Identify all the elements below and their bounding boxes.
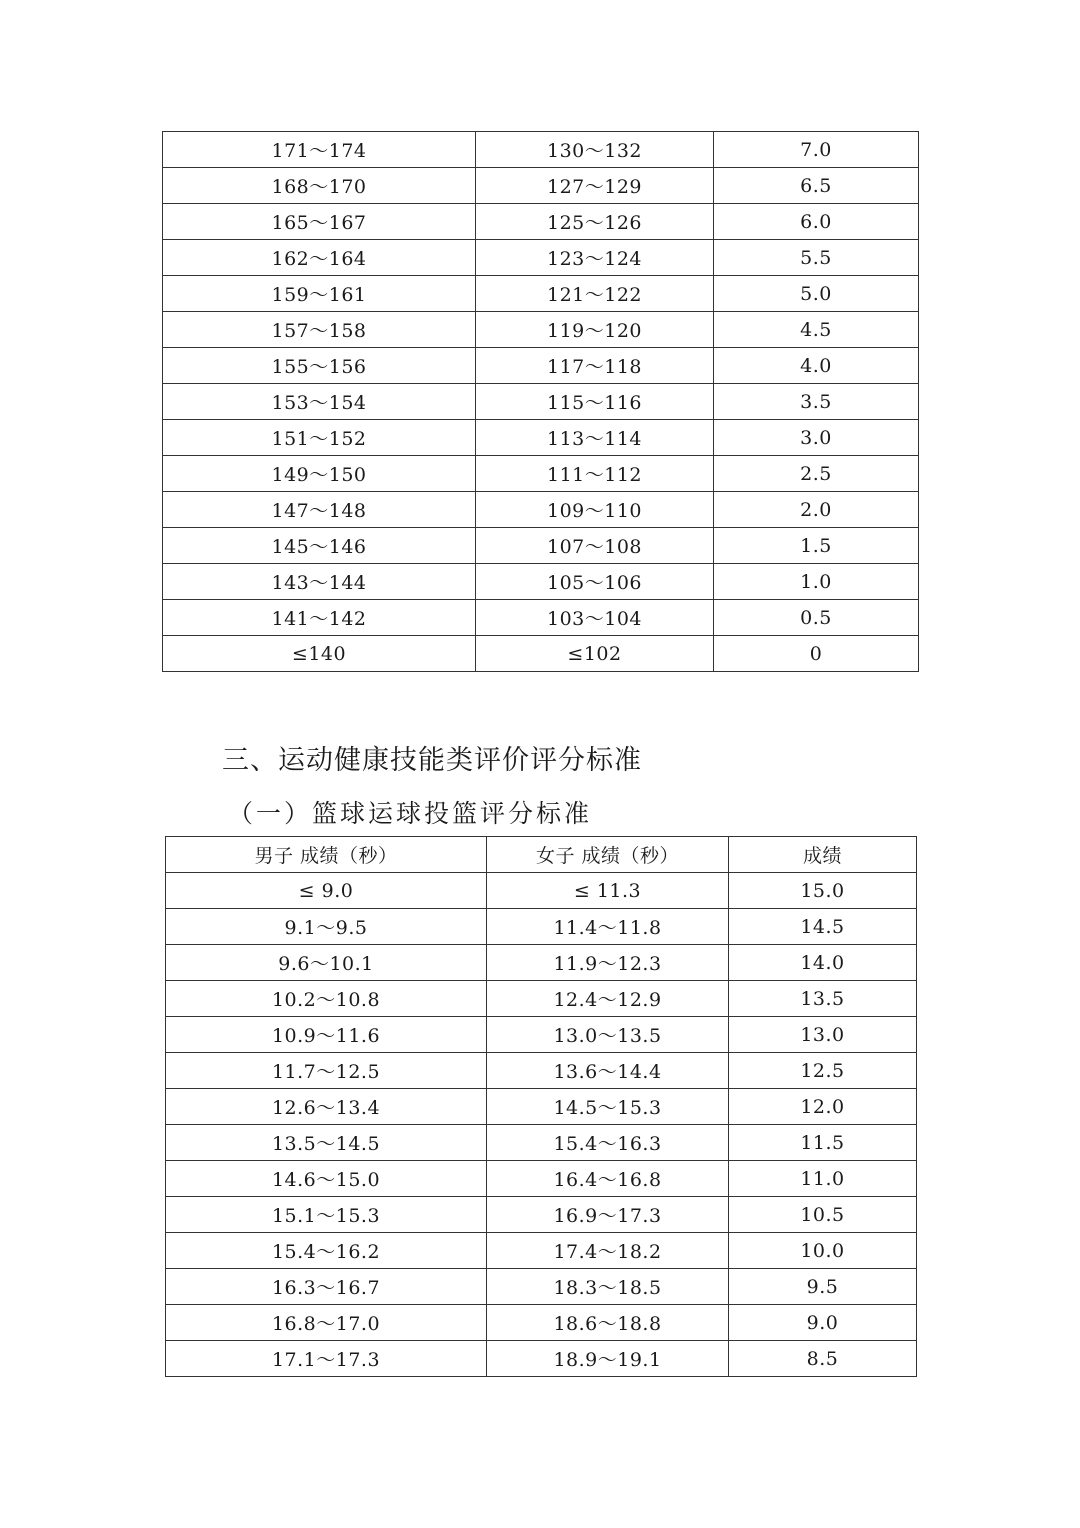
cell-male-time: 13.5～14.5 <box>166 1125 487 1161</box>
cell-male-time: 15.4～16.2 <box>166 1233 487 1269</box>
table-row <box>163 204 919 240</box>
cell-score: 5.5 <box>714 240 919 276</box>
cell-female-time: 12.4～12.9 <box>487 981 729 1017</box>
table-row <box>166 1017 917 1053</box>
table-row <box>163 420 919 456</box>
table-row <box>166 909 917 945</box>
cell-col2-range: 115～116 <box>476 384 714 420</box>
cell-score: 3.5 <box>714 384 919 420</box>
cell-col2-range: 121～122 <box>476 276 714 312</box>
cell-score: 6.5 <box>714 168 919 204</box>
cell-female-time: 13.6～14.4 <box>487 1053 729 1089</box>
cell-score: 2.0 <box>714 492 919 528</box>
cell-female-time: 14.5～15.3 <box>487 1089 729 1125</box>
basketball-dribble-shoot-score-table <box>165 836 917 1377</box>
table-row <box>166 1125 917 1161</box>
table-row <box>166 981 917 1017</box>
cell-col2-range: 107～108 <box>476 528 714 564</box>
table-row <box>166 1305 917 1341</box>
cell-score: 12.5 <box>729 1053 917 1089</box>
table-row <box>163 132 919 168</box>
table-row <box>163 312 919 348</box>
basketball-score-table-body <box>166 873 917 1377</box>
table-row <box>163 240 919 276</box>
cell-female-time: 15.4～16.3 <box>487 1125 729 1161</box>
cell-score: 13.0 <box>729 1017 917 1053</box>
cell-female-time: ≤ 11.3 <box>487 873 729 909</box>
cell-col2-range: 103～104 <box>476 600 714 636</box>
cell-col2-range: 123～124 <box>476 240 714 276</box>
cell-col2-range: 125～126 <box>476 204 714 240</box>
cell-male-time: 9.1～9.5 <box>166 909 487 945</box>
cell-score: 0.5 <box>714 600 919 636</box>
cell-score: 15.0 <box>729 873 917 909</box>
cell-col1-range: 153～154 <box>163 384 476 420</box>
table-row <box>166 1269 917 1305</box>
cell-female-time: 16.9～17.3 <box>487 1197 729 1233</box>
table-row <box>166 1233 917 1269</box>
table-header-row <box>166 837 917 873</box>
subsection-title: （一）篮球运球投篮评分标准 <box>228 799 593 828</box>
table-row <box>166 945 917 981</box>
cell-col1-range: 159～161 <box>163 276 476 312</box>
cell-female-time: 18.9～19.1 <box>487 1341 729 1377</box>
cell-col2-range: 111～112 <box>476 456 714 492</box>
cell-col2-range: 127～129 <box>476 168 714 204</box>
table-row <box>166 1341 917 1377</box>
cell-male-time: 14.6～15.0 <box>166 1161 487 1197</box>
header-male-time: 男子 成绩（秒） <box>166 837 487 873</box>
header-female-time: 女子 成绩（秒） <box>487 837 729 873</box>
cell-score: 7.0 <box>714 132 919 168</box>
cell-col1-range: 151～152 <box>163 420 476 456</box>
cell-score: 12.0 <box>729 1089 917 1125</box>
cell-score: 2.5 <box>714 456 919 492</box>
cell-col2-range: ≤102 <box>476 636 714 672</box>
table-row <box>163 636 919 672</box>
cell-score: 3.0 <box>714 420 919 456</box>
header-score: 成绩 <box>729 837 917 873</box>
table-row <box>163 456 919 492</box>
cell-score: 11.5 <box>729 1125 917 1161</box>
cell-score: 5.0 <box>714 276 919 312</box>
table-row <box>166 873 917 909</box>
cell-male-time: 16.8～17.0 <box>166 1305 487 1341</box>
cell-col1-range: 157～158 <box>163 312 476 348</box>
cell-female-time: 11.9～12.3 <box>487 945 729 981</box>
cell-male-time: 12.6～13.4 <box>166 1089 487 1125</box>
cell-female-time: 11.4～11.8 <box>487 909 729 945</box>
table-row <box>166 1089 917 1125</box>
cell-col2-range: 109～110 <box>476 492 714 528</box>
cell-male-time: ≤ 9.0 <box>166 873 487 909</box>
cell-score: 6.0 <box>714 204 919 240</box>
cell-col2-range: 117～118 <box>476 348 714 384</box>
cell-male-time: 10.2～10.8 <box>166 981 487 1017</box>
cell-col1-range: 147～148 <box>163 492 476 528</box>
cell-score: 13.5 <box>729 981 917 1017</box>
cell-male-time: 15.1～15.3 <box>166 1197 487 1233</box>
section-title: 三、运动健康技能类评价评分标准 <box>222 745 642 776</box>
table-row <box>163 564 919 600</box>
cell-score: 14.5 <box>729 909 917 945</box>
cell-male-time: 17.1～17.3 <box>166 1341 487 1377</box>
cell-female-time: 13.0～13.5 <box>487 1017 729 1053</box>
score-table-continued-body <box>163 132 919 672</box>
cell-col1-range: 171～174 <box>163 132 476 168</box>
cell-col2-range: 105～106 <box>476 564 714 600</box>
cell-score: 8.5 <box>729 1341 917 1377</box>
cell-male-time: 9.6～10.1 <box>166 945 487 981</box>
cell-col1-range: 145～146 <box>163 528 476 564</box>
table-row <box>166 1197 917 1233</box>
table-row <box>166 1161 917 1197</box>
cell-score: 9.5 <box>729 1269 917 1305</box>
table-row <box>163 276 919 312</box>
cell-score: 10.5 <box>729 1197 917 1233</box>
cell-female-time: 17.4～18.2 <box>487 1233 729 1269</box>
table-row <box>163 168 919 204</box>
cell-col1-range: 162～164 <box>163 240 476 276</box>
cell-col1-range: 165～167 <box>163 204 476 240</box>
cell-score: 4.5 <box>714 312 919 348</box>
cell-score: 0 <box>714 636 919 672</box>
cell-score: 10.0 <box>729 1233 917 1269</box>
cell-female-time: 18.6～18.8 <box>487 1305 729 1341</box>
table-row <box>163 384 919 420</box>
table-row <box>163 348 919 384</box>
cell-score: 1.5 <box>714 528 919 564</box>
cell-male-time: 16.3～16.7 <box>166 1269 487 1305</box>
cell-col2-range: 130～132 <box>476 132 714 168</box>
cell-male-time: 10.9～11.6 <box>166 1017 487 1053</box>
cell-score: 1.0 <box>714 564 919 600</box>
cell-col1-range: 155～156 <box>163 348 476 384</box>
table-row <box>163 528 919 564</box>
cell-col1-range: 141～142 <box>163 600 476 636</box>
cell-col1-range: 168～170 <box>163 168 476 204</box>
cell-col1-range: 149～150 <box>163 456 476 492</box>
cell-col2-range: 119～120 <box>476 312 714 348</box>
cell-col1-range: 143～144 <box>163 564 476 600</box>
score-table-continued <box>162 131 919 672</box>
table-row <box>166 1053 917 1089</box>
cell-female-time: 18.3～18.5 <box>487 1269 729 1305</box>
cell-male-time: 11.7～12.5 <box>166 1053 487 1089</box>
table-row <box>163 492 919 528</box>
cell-score: 4.0 <box>714 348 919 384</box>
cell-score: 11.0 <box>729 1161 917 1197</box>
cell-col2-range: 113～114 <box>476 420 714 456</box>
cell-col1-range: ≤140 <box>163 636 476 672</box>
cell-score: 14.0 <box>729 945 917 981</box>
cell-female-time: 16.4～16.8 <box>487 1161 729 1197</box>
table-row <box>163 600 919 636</box>
cell-score: 9.0 <box>729 1305 917 1341</box>
